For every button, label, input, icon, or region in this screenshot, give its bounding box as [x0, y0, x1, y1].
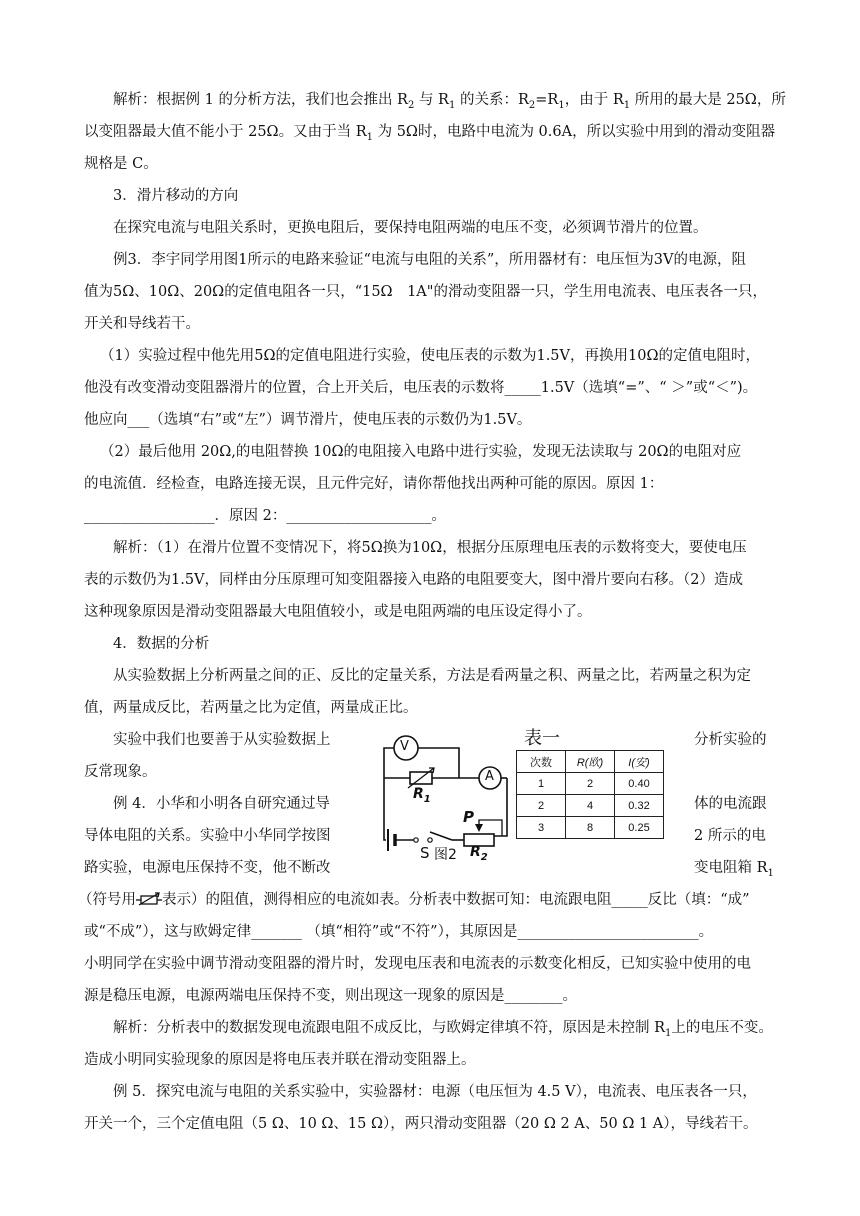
p-label: P — [463, 808, 474, 826]
table-title: 表一 — [524, 728, 560, 749]
r2-label: $R_2$ — [470, 844, 488, 863]
paragraph-line: 路实验，电源电压保持不变，他不断改 — [84, 860, 331, 876]
figure-caption: 图2 — [434, 847, 457, 863]
circuit-diagram — [374, 728, 514, 863]
analysis-line: 解析：分析表中的数据发现电流跟电阻不成反比，与欧姆定律填不符，原因是未控制 $R_1$上的电压不变。 — [113, 1020, 773, 1039]
table-header-row — [517, 751, 664, 773]
paragraph-line: 他没有改变滑动变阻器滑片的位置，合上开关后，电压表的示数将_____1.5V（选填“=”、“ ＞”或“＜”)。 — [84, 380, 758, 396]
data-table — [516, 750, 664, 839]
paragraph-analysis-1: 解析：根据例 1 的分析方法，我们也会推出 $R_2$ 与 $R_1$ 的关系：$R_2=R_1$，由于 $R_1$ 所用的最大是 25Ω，所 — [113, 92, 786, 111]
r1-label: $R_1$ — [413, 786, 431, 805]
paragraph-line: __________________．原因 2：____________________。 — [84, 508, 446, 524]
paragraph-line: 开关一个，三个定值电阻（5 Ω、10 Ω、15 Ω），两只滑动变阻器（20 Ω 2 A、50 Ω 1 A），导线若干。 — [84, 1116, 758, 1132]
table-row — [517, 817, 664, 839]
analysis-line: 解析：（1）在滑片位置不变情况下，将5Ω换为10Ω，根据分压原理电压表的示数将变大，要使电压 — [113, 540, 747, 556]
table-row — [517, 795, 664, 817]
paragraph-line: 的电流值．经检查，电路连接无误，且元件完好，请你帮他找出两种可能的原因。原因 1： — [84, 476, 664, 492]
table-header-cell: R(欧) — [566, 751, 615, 773]
data-table-wrapper — [516, 750, 664, 839]
paragraph-line: 源是稳压电源，电源两端电压保持不变，则出现这一现象的原因是________。 — [84, 988, 577, 1004]
paragraph-line: 值为5Ω、10Ω、20Ω的定值电阻各一只，“15Ω 1A"的滑动变阻器一只，学生用电流表、电压表各一只， — [84, 284, 767, 300]
table-cell: 3 — [517, 817, 566, 839]
paragraph-line: 这种现象原因是滑动变阻器最大电阻值较小，或是电阻两端的电压设定得小了。 — [84, 604, 592, 620]
table-cell: 2 — [517, 795, 566, 817]
switch-label: S — [420, 844, 430, 862]
variable-resistor-symbol-icon — [136, 892, 162, 906]
paragraph-line: 实验中我们也要善于从实验数据上 — [113, 732, 331, 748]
paragraph-line: 从实验数据上分析两量之间的正、反比的定量关系，方法是看两量之积、两量之比，若两量之积为定 — [113, 668, 751, 684]
paragraph-line-right: 体的电流跟 — [694, 796, 767, 812]
voltmeter-label: V — [400, 739, 409, 754]
example-5-line: 例 5．探究电流与电阻的关系实验中，实验器材：电源（电压恒为 4.5 V），电流表、电压表各一只， — [113, 1084, 757, 1100]
table-cell: 4 — [566, 795, 615, 817]
paragraph-line: 反常现象。 — [84, 764, 157, 780]
section-heading-4: 4．数据的分析 — [113, 636, 210, 652]
paragraph-line: （符号用 表示）的阻值，测得相应的电流如表。分析表中数据可知：电流跟电阻_____反比（填：“成” — [78, 892, 750, 908]
paragraph-line: 表的示数仍为1.5V，同样由分压原理可知变阻器接入电路的电阻要变大，图中滑片要向右移。（2）造成 — [84, 572, 744, 588]
question-1-line: （1）实验过程中他先用5Ω的定值电阻进行实验，使电压表的示数为1.5V，再换用10Ω的定值电阻时， — [100, 348, 760, 364]
table-header-cell: I(安) — [615, 751, 664, 773]
paragraph-line: 规格是 C。 — [84, 156, 158, 172]
table-cell: 1 — [517, 773, 566, 795]
section-heading-3: 3．滑片移动的方向 — [113, 188, 239, 204]
paragraph-line: 开关和导线若干。 — [84, 316, 200, 332]
table-cell: 0.32 — [615, 795, 664, 817]
question-2-line: （2）最后他用 20Ω,的电阻替换 10Ω的电阻接入电路中进行实验，发现无法读取与 20Ω的电阻对应 — [100, 444, 742, 460]
paragraph-line: 在探究电流与电阻关系时，更换电阻后，要保持电阻两端的电压不变，必须调节滑片的位置。 — [113, 220, 708, 236]
paragraph-line: 以变阻器最大值不能小于 25Ω。又由于当 $R_1$ 为 5Ω时，电路中电流为 0.6A，所以实验中用到的滑动变阻器 — [84, 124, 776, 143]
table-cell: 0.25 — [615, 817, 664, 839]
table-cell: 0.40 — [615, 773, 664, 795]
paragraph-line-right: 2 所示的电 — [694, 828, 766, 844]
figure-2-circuit-and-table — [374, 728, 692, 863]
paragraph-line-right: 变电阻箱 $R_1$ — [694, 860, 774, 879]
paragraph-line: 值，两量成反比，若两量之比为定值，两量成正比。 — [84, 700, 418, 716]
paragraph-line: 造成小明同实验现象的原因是将电压表并联在滑动变阻器上。 — [84, 1052, 476, 1068]
paragraph-line: 或“不成”），这与欧姆定律_______ （填“相符”或“不符”），其原因是_________________________。 — [84, 924, 714, 940]
ammeter-label: A — [485, 769, 494, 784]
paragraph-line-right: 分析实验的 — [694, 732, 767, 748]
example-4-line: 例 4．小华和小明各自研究通过导 — [113, 796, 330, 812]
table-cell: 2 — [566, 773, 615, 795]
example-3-line: 例3．李宇同学用图1所示的电路来验证“电流与电阻的关系”，所用器材有：电压恒为3V的电源，阻 — [113, 252, 746, 268]
paragraph-line: 导体电阻的关系。实验中小华同学按图 — [84, 828, 331, 844]
paragraph-line: 小明同学在实验中调节滑动变阻器的滑片时，发现电压表和电流表的示数变化相反，已知实验中使用的电 — [84, 956, 751, 972]
table-cell: 8 — [566, 817, 615, 839]
paragraph-line: 他应向___（选填“右”或“左”）调节滑片，使电压表的示数仍为1.5V。 — [84, 412, 532, 428]
table-row — [517, 773, 664, 795]
table-header-cell: 次数 — [517, 751, 566, 773]
